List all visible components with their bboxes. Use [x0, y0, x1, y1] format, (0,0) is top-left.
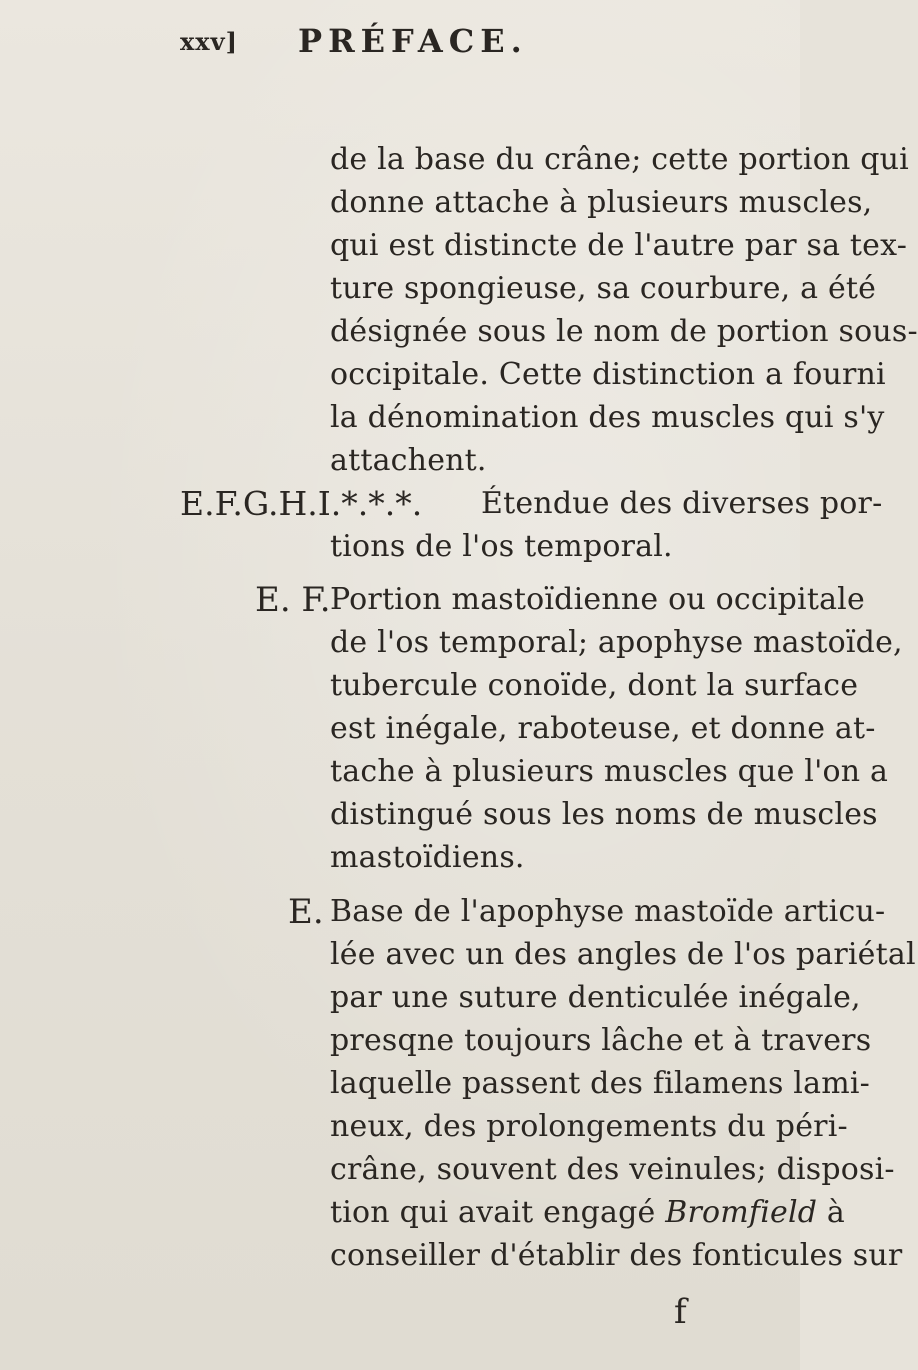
text-line: crâne, souvent des veinules; disposi-: [330, 1152, 895, 1187]
text-line: mastoïdiens.: [330, 840, 525, 875]
text-fragment: à: [817, 1195, 845, 1230]
figure-marker: E.: [288, 892, 324, 932]
text-line: de la base du crâne; cette portion qui: [330, 142, 909, 177]
text-line: Étendue des diverses por-: [481, 486, 883, 521]
text-line: de l'os temporal; apophyse mastoïde,: [330, 625, 903, 660]
text-line: tubercule conoïde, dont la surface: [330, 668, 859, 703]
running-title: PRÉFACE.: [298, 22, 528, 60]
text-line: donne attache à plusieurs muscles,: [330, 185, 873, 220]
text-line: par une suture denticulée inégale,: [330, 980, 861, 1015]
text-line: la dénomination des muscles qui s'y: [330, 400, 885, 435]
signature-mark: f: [674, 1292, 687, 1332]
text-line: Portion mastoïdienne ou occipitale: [330, 582, 865, 617]
text-line: Base de l'apophyse mastoïde articu-: [330, 894, 886, 929]
text-line: attachent.: [330, 443, 487, 478]
text-line: tache à plusieurs muscles que l'on a: [330, 754, 889, 789]
text-line: presqne toujours lâche et à travers: [330, 1023, 872, 1058]
text-line: laquelle passent des filamens lami-: [330, 1066, 870, 1101]
figure-marker: E.F.G.H.I.*.*.*.: [180, 484, 423, 523]
text-fragment: tion qui avait engagé: [330, 1195, 666, 1230]
text-line: ture spongieuse, sa courbure, a été: [330, 271, 877, 306]
text-line: conseiller d'établir des fonticules sur: [330, 1238, 903, 1273]
text-line: neux, des prolongements du péri-: [330, 1109, 848, 1144]
text-line: qui est distincte de l'autre par sa tex-: [330, 228, 908, 263]
text-line: [330, 1193, 845, 1233]
text-line: est inégale, raboteuse, et donne at-: [330, 711, 876, 746]
text-line: distingué sous les noms de muscles: [330, 797, 878, 832]
text-line: désignée sous le nom de portion sous-: [330, 314, 918, 349]
text-line: occipitale. Cette distinction a fourni: [330, 357, 886, 392]
person-name: Bromfield: [665, 1195, 818, 1230]
figure-marker: E. F.: [255, 580, 331, 620]
page-number: xxv]: [180, 27, 238, 56]
text-line: lée avec un des angles de l'os pariétal: [330, 937, 916, 972]
text-line: tions de l'os temporal.: [330, 529, 673, 564]
